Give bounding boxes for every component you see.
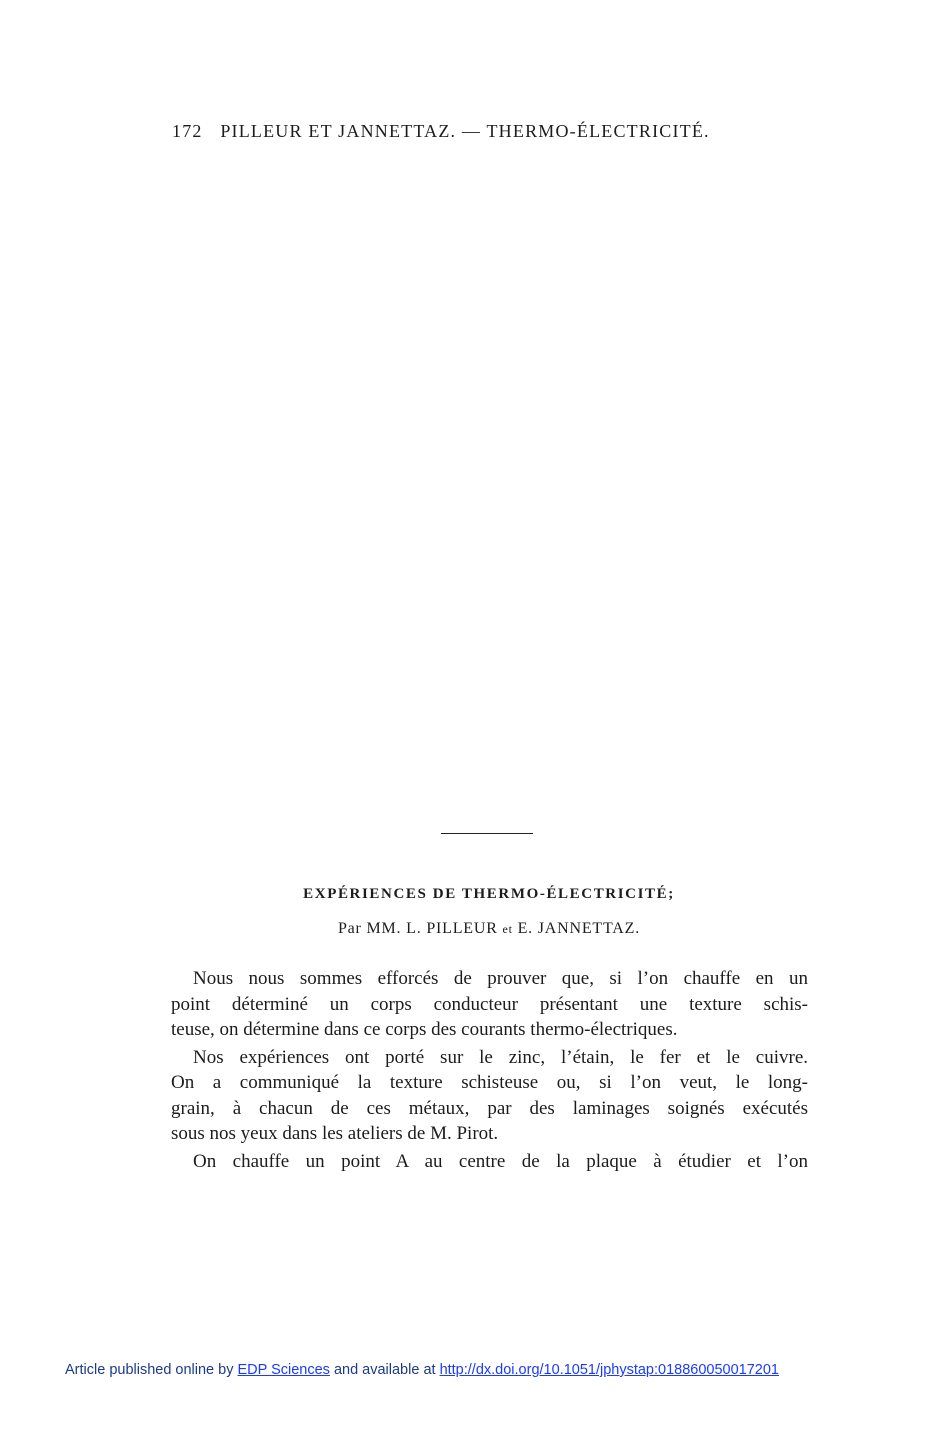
separator-rule: [441, 833, 533, 834]
running-head: [172, 121, 772, 142]
paragraph-1: [171, 966, 808, 1043]
authors-prefix: Par: [337, 920, 362, 937]
footer-prefix: Article published online by: [65, 1362, 234, 1378]
article-body: [171, 966, 808, 1176]
authors-first: MM. L. PILLEUR: [366, 920, 498, 937]
body-line: sous nos yeux dans les ateliers de M. Pirot.: [171, 1123, 499, 1144]
page-number: 172: [172, 121, 203, 141]
running-title: PILLEUR ET JANNETTAZ. — THERMO-ÉLECTRICITÉ.: [220, 121, 710, 141]
publisher-link[interactable]: EDP Sciences: [237, 1362, 330, 1378]
article-authors: [170, 920, 808, 938]
body-line: point déterminé un corps conducteur présentant une texture schis-: [171, 993, 808, 1015]
publication-footer: [65, 1362, 779, 1378]
body-line: On a communiqué la texture schisteuse ou, si l’on veut, le long-: [171, 1072, 808, 1093]
authors-and: et: [502, 922, 513, 936]
article-title: EXPÉRIENCES DE THERMO-ÉLECTRICITÉ;: [303, 886, 675, 902]
paragraph-2: [171, 1045, 808, 1147]
body-line: Nous nous sommes efforcés de prouver que, si l’on chauffe en un: [193, 968, 808, 989]
body-line: teuse, on détermine dans ce corps des courants thermo-électriques.: [171, 1019, 678, 1040]
body-line: grain, à chacun de ces métaux, par des laminages soignés exécutés: [171, 1097, 808, 1119]
authors-second: E. JANNETTAZ.: [517, 920, 641, 937]
body-line: On chauffe un point A au centre de la plaque à étudier et l’on: [193, 1150, 808, 1172]
doi-link[interactable]: http://dx.doi.org/10.1051/jphystap:018860050017201: [439, 1362, 779, 1378]
paragraph-3: [171, 1149, 808, 1175]
footer-middle: and available at: [333, 1362, 436, 1378]
body-line: Nos expériences ont porté sur le zinc, l’étain, le fer et le cuivre.: [193, 1046, 808, 1068]
